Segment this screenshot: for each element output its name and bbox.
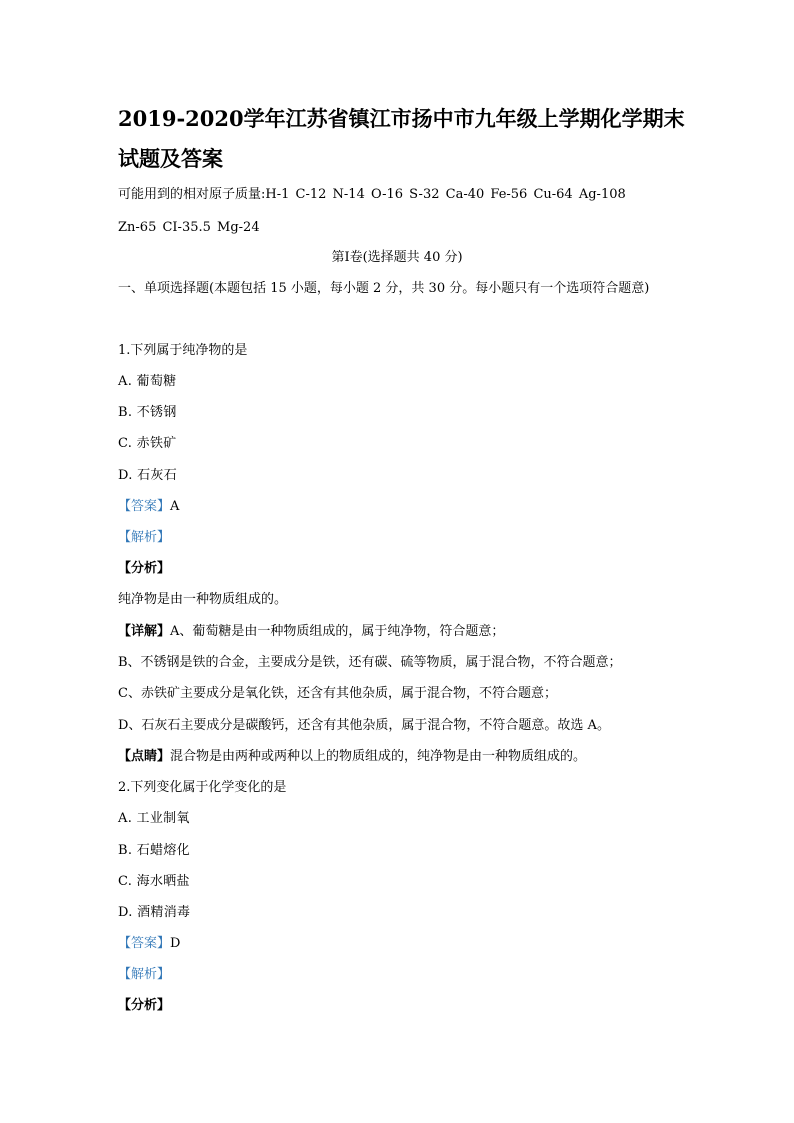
q1-detail-c: C、赤铁矿主要成分是氧化铁，还含有其他杂质，属于混合物，不符合题意； [118,686,557,701]
answer-label: 【答案】 [118,936,171,951]
answer-label: 【答案】 [118,499,171,514]
q2-question: 2.下列变化属于化学变化的是 [118,780,287,795]
q1-option-c: C. 赤铁矿 [118,436,177,451]
document-title-line-2: 试题及答案 [118,146,223,171]
q2-option-a: A. 工业制氧 [118,811,190,826]
q2-option-c: C. 海水晒盐 [118,874,190,889]
q1-fenxi-label: 【分析】 [118,561,171,576]
q1-option-a: A. 葡萄糖 [118,374,177,389]
q2-option-b: B. 石蜡熔化 [118,843,190,858]
q1-option-b: B. 不锈钢 [118,405,177,420]
q2-fenxi-label: 【分析】 [118,998,171,1013]
section-title: 第Ⅰ卷(选择题共 40 分) [331,250,463,265]
q1-detail-d: D、石灰石主要成分是碳酸钙，还含有其他杂质，属于混合物，不符合题意。故选 A。 [118,718,610,733]
detail-label: 【详解】 [118,624,171,639]
q1-comment [118,749,586,765]
detail-text: A、葡萄糖是由一种物质组成的，属于纯净物，符合题意； [170,624,505,639]
q1-option-d: D. 石灰石 [118,468,178,483]
answer-value: D [170,936,181,951]
comment-text: 混合物是由两种或两种以上的物质组成的，纯净物是由一种物质组成的。 [170,749,587,764]
section-instructions: 一、单项选择题(本题包括 15 小题，每小题 2 分，共 30 分。每小题只有一个选项符合题意) [118,281,650,296]
q1-analysis-label: 【解析】 [118,530,171,545]
atomic-mass-line-1: 可能用到的相对原子质量:H-1 C-12 N-14 O-16 S-32 Ca-40 Fe-56 Cu-64 Ag-108 [118,187,626,202]
q2-answer [118,936,180,952]
comment-label: 【点睛】 [118,749,171,764]
q1-question: 1.下列属于纯净物的是 [118,343,248,358]
answer-value: A [170,499,180,514]
q1-fenxi-text: 纯净物是由一种物质组成的。 [118,592,288,607]
q1-detail [118,624,504,640]
q1-answer [118,499,179,515]
q2-option-d: D. 酒精消毒 [118,905,191,920]
q2-analysis-label: 【解析】 [118,967,171,982]
q1-detail-b: B、不锈钢是铁的合金，主要成分是铁，还有碳、硫等物质，属于混合物，不符合题意； [118,655,622,670]
atomic-mass-line-2: Zn-65 CI-35.5 Mg-24 [118,220,260,235]
document-title-line-1: 2019-2020学年江苏省镇江市扬中市九年级上学期化学期末 [118,106,685,131]
